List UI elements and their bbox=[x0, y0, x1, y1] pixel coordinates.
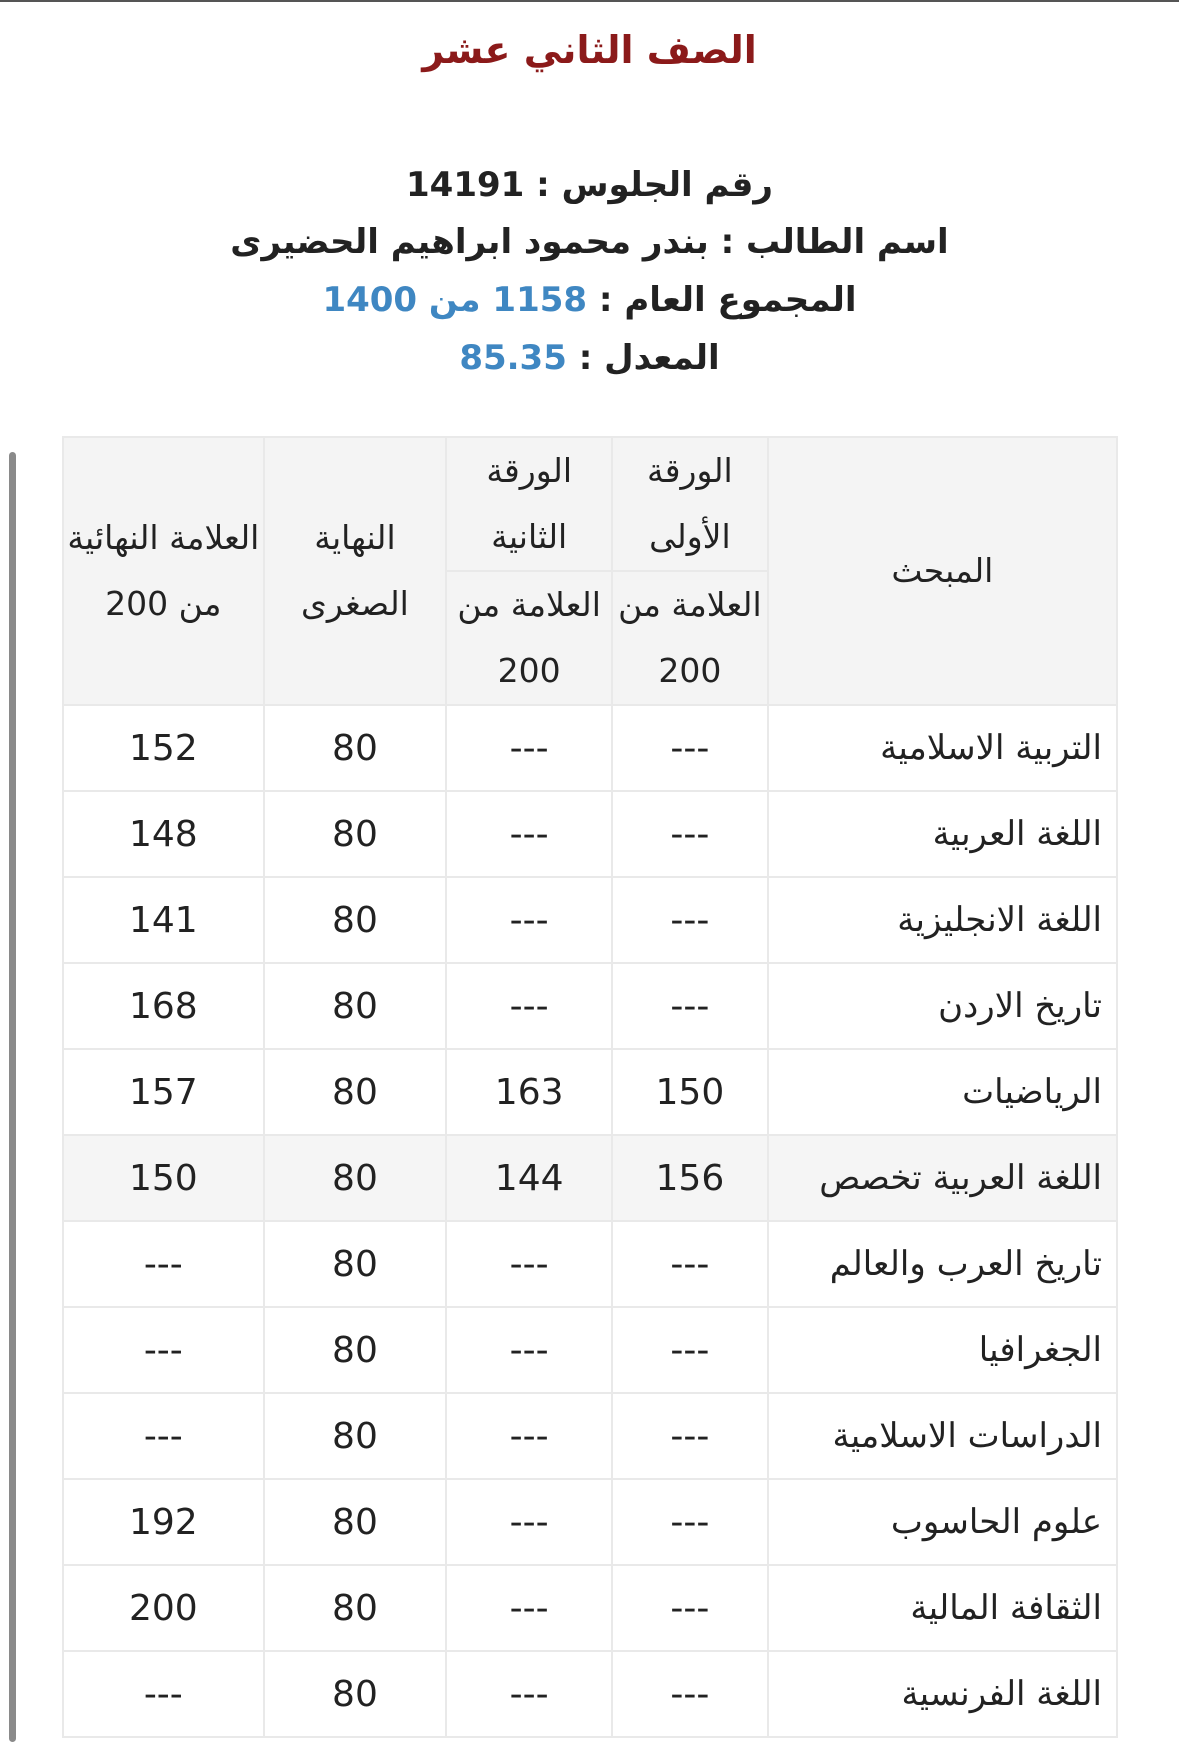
final-mark-cell: 157 bbox=[63, 1049, 264, 1135]
header-final: العلامة النهائية من 200 bbox=[63, 437, 264, 705]
paper2-mark-cell: --- bbox=[446, 1221, 612, 1307]
paper2-mark-cell: 163 bbox=[446, 1049, 612, 1135]
paper1-mark-cell: --- bbox=[612, 1651, 768, 1737]
table-row bbox=[63, 791, 1117, 877]
scrollbar[interactable] bbox=[9, 452, 16, 1742]
paper1-mark-cell: 150 bbox=[612, 1049, 768, 1135]
min-mark-cell: 80 bbox=[264, 1221, 447, 1307]
average-line bbox=[0, 338, 1179, 378]
min-mark-cell: 80 bbox=[264, 1651, 447, 1737]
table-row bbox=[63, 705, 1117, 791]
min-mark-cell: 80 bbox=[264, 1049, 447, 1135]
paper2-mark-cell: --- bbox=[446, 705, 612, 791]
final-mark-cell: --- bbox=[63, 1393, 264, 1479]
final-mark-cell: 192 bbox=[63, 1479, 264, 1565]
table-row bbox=[63, 1307, 1117, 1393]
subject-cell: اللغة الانجليزية bbox=[768, 877, 1117, 963]
subject-cell: الرياضيات bbox=[768, 1049, 1117, 1135]
table-row bbox=[63, 1049, 1117, 1135]
final-mark-cell: 150 bbox=[63, 1135, 264, 1221]
paper1-mark-cell: --- bbox=[612, 705, 768, 791]
header-paper2-mark: العلامة من 200 bbox=[446, 571, 612, 705]
subject-cell: علوم الحاسوب bbox=[768, 1479, 1117, 1565]
final-mark-cell: --- bbox=[63, 1221, 264, 1307]
subject-cell: التربية الاسلامية bbox=[768, 705, 1117, 791]
paper1-mark-cell: --- bbox=[612, 1307, 768, 1393]
final-mark-cell: 152 bbox=[63, 705, 264, 791]
min-mark-cell: 80 bbox=[264, 791, 447, 877]
paper1-mark-cell: --- bbox=[612, 1479, 768, 1565]
table-row bbox=[63, 877, 1117, 963]
header-paper2: الورقة الثانية bbox=[446, 437, 612, 571]
min-mark-cell: 80 bbox=[264, 1135, 447, 1221]
marks-table bbox=[62, 436, 1118, 1738]
subject-cell: تاريخ العرب والعالم bbox=[768, 1221, 1117, 1307]
paper2-mark-cell: --- bbox=[446, 1393, 612, 1479]
seat-number-label: رقم الجلوس : bbox=[536, 165, 773, 205]
paper2-mark-cell: --- bbox=[446, 1307, 612, 1393]
final-mark-cell: 168 bbox=[63, 963, 264, 1049]
paper1-mark-cell: --- bbox=[612, 877, 768, 963]
subject-cell: الدراسات الاسلامية bbox=[768, 1393, 1117, 1479]
paper1-mark-cell: 156 bbox=[612, 1135, 768, 1221]
min-mark-cell: 80 bbox=[264, 963, 447, 1049]
paper2-mark-cell: --- bbox=[446, 1565, 612, 1651]
total-label: المجموع العام : bbox=[598, 280, 857, 320]
student-name-value: بندر محمود ابراهيم الحضيرى bbox=[230, 222, 709, 262]
table-row bbox=[63, 1135, 1117, 1221]
total-line bbox=[0, 280, 1179, 320]
student-name-label: اسم الطالب : bbox=[720, 222, 949, 262]
paper2-mark-cell: --- bbox=[446, 1479, 612, 1565]
paper2-mark-cell: --- bbox=[446, 963, 612, 1049]
final-mark-cell: --- bbox=[63, 1307, 264, 1393]
paper2-mark-cell: --- bbox=[446, 791, 612, 877]
paper1-mark-cell: --- bbox=[612, 1393, 768, 1479]
min-mark-cell: 80 bbox=[264, 705, 447, 791]
header-min: النهاية الصغرى bbox=[264, 437, 447, 705]
average-value: 85.35 bbox=[459, 338, 567, 378]
table-row bbox=[63, 1565, 1117, 1651]
grade-title: الصف الثاني عشر bbox=[422, 28, 757, 72]
total-value: 1158 من 1400 bbox=[322, 280, 588, 320]
subject-cell: الجغرافيا bbox=[768, 1307, 1117, 1393]
final-mark-cell: 141 bbox=[63, 877, 264, 963]
paper1-mark-cell: --- bbox=[612, 1221, 768, 1307]
table-row bbox=[63, 1221, 1117, 1307]
min-mark-cell: 80 bbox=[264, 877, 447, 963]
header-subject: المبحث bbox=[768, 437, 1117, 705]
subject-cell: اللغة الفرنسية bbox=[768, 1651, 1117, 1737]
subject-cell: تاريخ الاردن bbox=[768, 963, 1117, 1049]
table-row bbox=[63, 1651, 1117, 1737]
paper1-mark-cell: --- bbox=[612, 963, 768, 1049]
min-mark-cell: 80 bbox=[264, 1307, 447, 1393]
paper1-mark-cell: --- bbox=[612, 1565, 768, 1651]
seat-number-line bbox=[0, 165, 1179, 205]
min-mark-cell: 80 bbox=[264, 1479, 447, 1565]
paper1-mark-cell: --- bbox=[612, 791, 768, 877]
student-name-line bbox=[0, 222, 1179, 262]
subject-cell: اللغة العربية bbox=[768, 791, 1117, 877]
table-row bbox=[63, 963, 1117, 1049]
header-paper1-mark: العلامة من 200 bbox=[612, 571, 768, 705]
min-mark-cell: 80 bbox=[264, 1393, 447, 1479]
paper2-mark-cell: 144 bbox=[446, 1135, 612, 1221]
paper2-mark-cell: --- bbox=[446, 877, 612, 963]
table-row bbox=[63, 1479, 1117, 1565]
average-label: المعدل : bbox=[578, 338, 720, 378]
final-mark-cell: --- bbox=[63, 1651, 264, 1737]
seat-number-value: 14191 bbox=[406, 165, 525, 205]
marks-table-body bbox=[63, 705, 1117, 1737]
final-mark-cell: 200 bbox=[63, 1565, 264, 1651]
header-paper1: الورقة الأولى bbox=[612, 437, 768, 571]
subject-cell: الثقافة المالية bbox=[768, 1565, 1117, 1651]
final-mark-cell: 148 bbox=[63, 791, 264, 877]
top-divider bbox=[0, 0, 1179, 2]
paper2-mark-cell: --- bbox=[446, 1651, 612, 1737]
min-mark-cell: 80 bbox=[264, 1565, 447, 1651]
table-row bbox=[63, 1393, 1117, 1479]
subject-cell: اللغة العربية تخصص bbox=[768, 1135, 1117, 1221]
